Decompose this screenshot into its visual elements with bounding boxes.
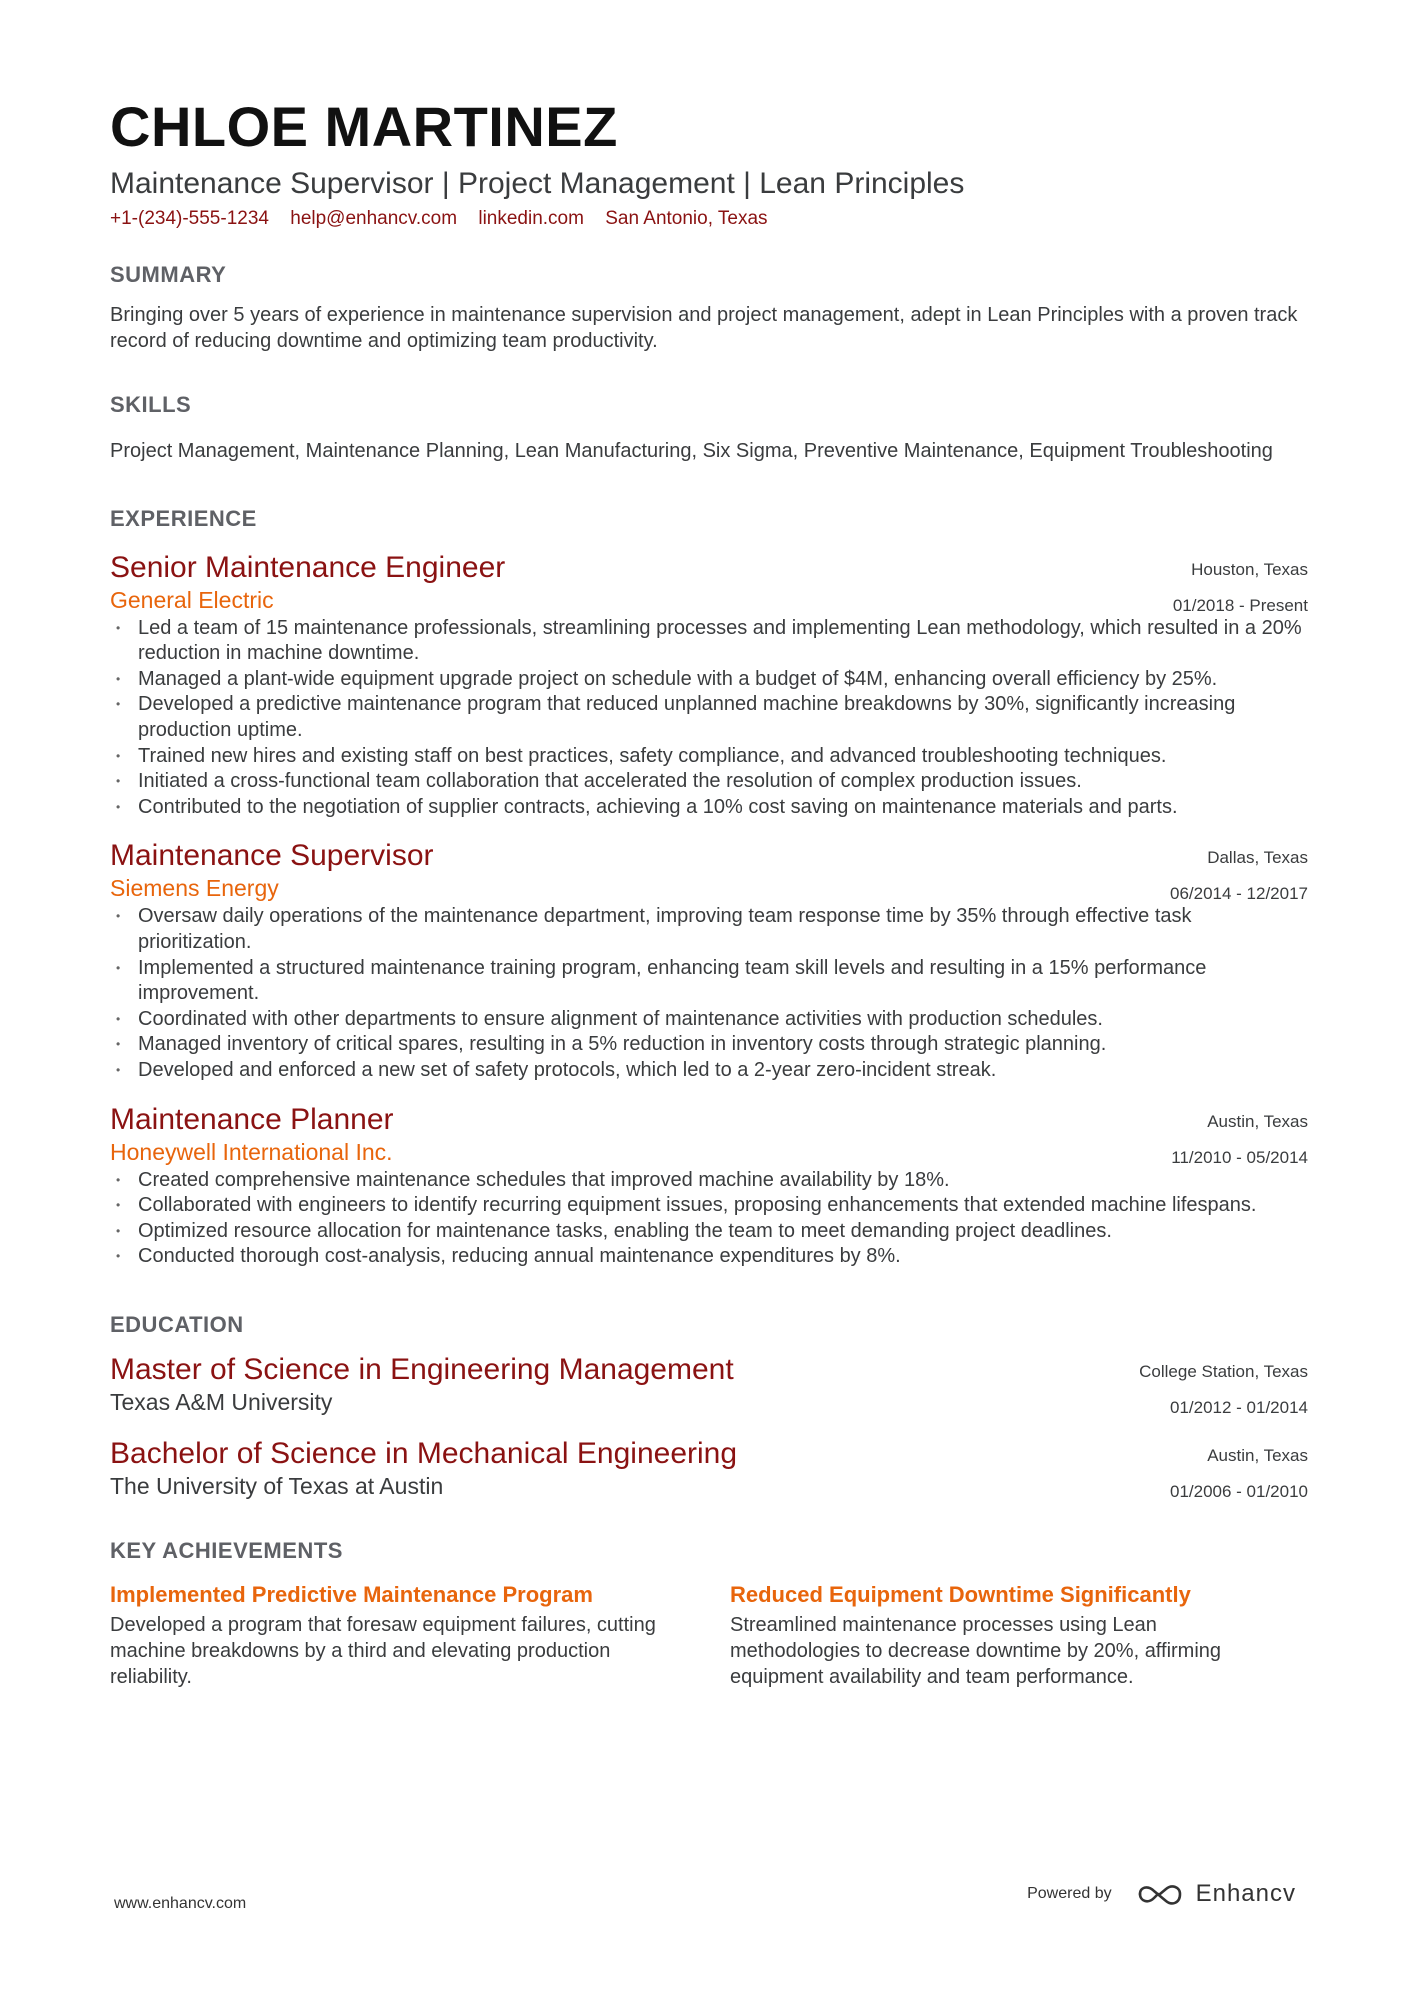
job-bullets — [110, 616, 1308, 821]
job-dates: 11/2010 - 05/2014 — [1171, 1147, 1308, 1167]
bullet-item: • Developed a predictive maintenance program that reduced unplanned machine breakdowns by 30%, significantly increasing production uptime. — [110, 692, 1308, 743]
achievement-text: Developed a program that foresaw equipment failures, cutting machine breakdowns by a third and elevating production reliability. — [110, 1613, 656, 1688]
achievement-title: Reduced Equipment Downtime Significantly — [730, 1581, 1191, 1607]
experience-title: EXPERIENCE — [110, 505, 257, 531]
experience-entry — [110, 550, 1308, 821]
bullet-item: • Contributed to the negotiation of supplier contracts, achieving a 10% cost saving on maintenance materials and parts. — [110, 795, 1308, 821]
summary-title: SUMMARY — [110, 261, 227, 287]
job-dates: 06/2014 - 12/2017 — [1169, 884, 1308, 904]
powered-by-label: Powered by — [1027, 1885, 1112, 1902]
job-location: Austin, Texas — [1207, 1111, 1308, 1131]
experience-entry — [110, 1102, 1308, 1270]
brand-name: Enhancv — [1195, 1880, 1296, 1907]
resume-page — [110, 96, 1308, 1690]
degree-title: Master of Science in Engineering Management — [110, 1352, 734, 1386]
school-location: Austin, Texas — [1207, 1445, 1308, 1465]
job-title: Senior Maintenance Engineer — [110, 550, 506, 584]
education-section — [110, 1312, 1308, 1500]
achievements-title: KEY ACHIEVEMENTS — [110, 1537, 343, 1563]
achievements-section — [110, 1538, 1308, 1690]
skills-text: Project Management, Maintenance Planning, Lean Manufacturing, Six Sigma, Preventive Maintenance, Equipment Troubleshooting — [110, 439, 1273, 462]
bullet-item: • Collaborated with engineers to identify recurring equipment issues, proposing enhancements that extended machine lifespans. — [110, 1193, 1308, 1219]
candidate-name: CHLOE MARTINEZ — [110, 95, 618, 158]
education-entry — [110, 1436, 1308, 1500]
bullet-item: • Trained new hires and existing staff on best practices, safety compliance, and advanced troubleshooting techniques. — [110, 744, 1308, 770]
school-location: College Station, Texas — [1139, 1361, 1308, 1381]
bullet-item: • Led a team of 15 maintenance professionals, streamlining processes and implementing Lean methodology, which resulted in a 20% reduction in machine downtime. — [110, 616, 1308, 667]
degree-title: Bachelor of Science in Mechanical Engineering — [110, 1436, 738, 1470]
enhancv-logo-icon — [1136, 1881, 1184, 1907]
summary-section — [110, 262, 1308, 354]
contact-phone[interactable]: +1-(234)-555-1234 — [110, 207, 269, 229]
bullet-item: • Created comprehensive maintenance schedules that improved machine availability by 18%. — [110, 1168, 1308, 1194]
achievement-title: Implemented Predictive Maintenance Program — [110, 1581, 593, 1607]
achievement-text: Streamlined maintenance processes using Lean methodologies to decrease downtime by 20%, affirming equipment availability and team performance. — [730, 1613, 1222, 1688]
experience-section — [110, 506, 1308, 1270]
education-title: EDUCATION — [110, 1311, 244, 1337]
contact-email[interactable]: help@enhancv.com — [290, 207, 458, 229]
job-bullets — [110, 904, 1308, 1083]
job-company: Siemens Energy — [110, 875, 279, 902]
education-dates: 01/2012 - 01/2014 — [1169, 1397, 1308, 1417]
job-title: Maintenance Planner — [110, 1102, 394, 1136]
achievement-item — [110, 1580, 730, 1690]
education-dates: 01/2006 - 01/2010 — [1169, 1481, 1308, 1501]
job-company: General Electric — [110, 586, 274, 613]
candidate-headline: Maintenance Supervisor | Project Management | Lean Principles — [110, 166, 965, 200]
achievements-grid — [110, 1580, 1308, 1690]
summary-text: Bringing over 5 years of experience in maintenance supervision and project management, adept in Lean Principles with a proven track record of reducing downtime and optimizing team productivity. — [110, 303, 1298, 352]
job-company: Honeywell International Inc. — [110, 1138, 393, 1165]
job-location: Houston, Texas — [1191, 559, 1308, 579]
school-name: Texas A&M University — [110, 1388, 333, 1415]
contact-location: San Antonio, Texas — [605, 207, 768, 229]
bullet-item: • Managed a plant-wide equipment upgrade project on schedule with a budget of $4M, enhancing overall efficiency by 25%. — [110, 667, 1308, 693]
bullet-item: • Managed inventory of critical spares, resulting in a 5% reduction in inventory costs through strategic planning. — [110, 1032, 1308, 1058]
school-name: The University of Texas at Austin — [110, 1472, 444, 1499]
education-entry — [110, 1352, 1308, 1416]
bullet-item: • Developed and enforced a new set of safety protocols, which led to a 2-year zero-incident streak. — [110, 1058, 1308, 1084]
bullet-item: • Oversaw daily operations of the maintenance department, improving team response time by 35% through effective task prioritization. — [110, 904, 1308, 955]
contact-linkedin[interactable]: linkedin.com — [478, 207, 584, 229]
bullet-item: • Initiated a cross-functional team collaboration that accelerated the resolution of complex production issues. — [110, 769, 1308, 795]
bullet-item: • Conducted thorough cost-analysis, reducing annual maintenance expenditures by 8%. — [110, 1244, 1308, 1270]
skills-section — [110, 392, 1308, 464]
contact-info — [110, 208, 1308, 230]
job-bullets — [110, 1168, 1308, 1270]
footer-website[interactable]: www.enhancv.com — [114, 1895, 247, 1912]
footer-brand — [1027, 1880, 1296, 1908]
skills-title: SKILLS — [110, 391, 192, 417]
experience-entry — [110, 838, 1308, 1083]
job-dates: 01/2018 - Present — [1172, 595, 1308, 615]
resume-header — [110, 96, 1308, 230]
bullet-item: • Implemented a structured maintenance training program, enhancing team skill levels and resulting in a 15% performance improvement. — [110, 956, 1308, 1007]
job-title: Maintenance Supervisor — [110, 839, 434, 873]
job-location: Dallas, Texas — [1207, 848, 1308, 868]
achievement-item — [730, 1580, 1308, 1690]
bullet-item: • Optimized resource allocation for maintenance tasks, enabling the team to meet demanding project deadlines. — [110, 1219, 1308, 1245]
bullet-item: • Coordinated with other departments to ensure alignment of maintenance activities with production schedules. — [110, 1007, 1308, 1033]
